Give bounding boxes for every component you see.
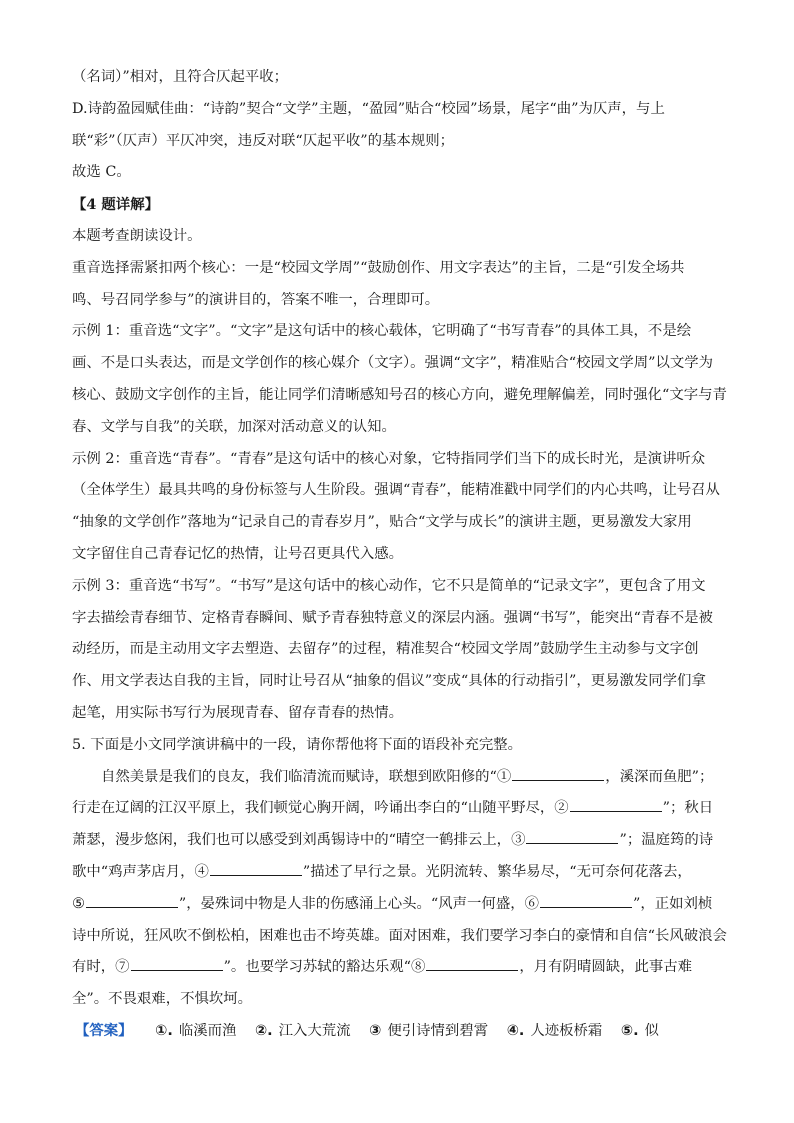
- blank-7[interactable]: [131, 956, 223, 971]
- blank-5[interactable]: [86, 893, 178, 908]
- text-line: 示例 3：重音选“书写”。“书写”是这句话中的核心动作，它不只是简单的“记录文字”，更包含了用文: [72, 577, 706, 594]
- text-line: D.诗韵盈园赋佳曲：“诗韵”契合“文学”主题，“盈园”贴合“校园”场景，尾字“曲”为仄声，与上: [72, 100, 665, 117]
- fill-line-6: 诗中所说，狂风吹不倒松柏，困难也击不垮英雄。面对困难，我们要学习李白的豪情和自信“长风破浪会: [72, 927, 727, 944]
- text-line: 本题考查朗读设计。: [72, 227, 202, 244]
- blank-1[interactable]: [512, 766, 604, 781]
- section-heading: 【4 题详解】: [72, 196, 159, 214]
- text-line: 动经历，而是主动用文字去塑造、去留存”的过程，精准契合“校园文学周”鼓励学生主动参与文字创: [72, 641, 699, 658]
- fill-text: 萧瑟，漫步悠闲，我们也可以感受到刘禹锡诗中的“晴空一鹤排云上，③: [72, 832, 526, 849]
- answer-number: ①.: [155, 1022, 173, 1039]
- text-line: 鸣、号召同学参与”的演讲目的，答案不唯一，合理即可。: [72, 291, 440, 308]
- fill-text: ”。也要学习苏轼的豁达乐观“⑧: [223, 959, 426, 976]
- fill-text: ，月有阴晴圆缺，此事古难: [519, 959, 693, 976]
- blank-3[interactable]: [526, 829, 618, 844]
- answer-row: [72, 1016, 724, 1048]
- document-page: [72, 62, 727, 1048]
- text-line: 画、不是口头表达，而是文学创作的核心媒介（文字）。强调“文字”，精准贴合“校园文学周”以文学为: [72, 355, 714, 372]
- text-line: 示例 1：重音选“文字”。“文字”是这句话中的核心载体，它明确了“书写青春”的具体工具，不是绘: [72, 323, 692, 340]
- answer-item: [369, 1016, 488, 1048]
- text-line: 文字留住自己青春记忆的热情，让号召更具代入感。: [72, 545, 403, 562]
- fill-text: ”；温庭筠的诗: [619, 832, 714, 849]
- question-5-prompt: 5. 下面是小文同学演讲稿中的一段，请你帮他将下面的语段补充完整。: [72, 736, 523, 753]
- text-line: 作、用文学表达自我的主旨，同时让号召从“抽象的倡议”变成“具体的行动指引”，更易激发同学们拿: [72, 673, 706, 690]
- text-line: 故选 C。: [72, 164, 131, 181]
- text-line: “抽象的文学创作”落地为“记录自己的青春岁月”，贴合“文学与成长”的演讲主题，更易激发大家用: [72, 514, 692, 531]
- fill-text: ”描述了早行之景。光阴流转、繁华易尽，“无可奈何花落去，: [302, 863, 692, 880]
- fill-line-1: [72, 762, 724, 794]
- answer-text: 人迹板桥霜: [530, 1022, 603, 1039]
- text-line: 重音选择需紧扣两个核心：一是“校园文学周”“鼓励创作、用文字表达”的主旨，二是“引发全场共: [72, 259, 685, 276]
- text-line: 示例 2：重音选“青春”。“青春”是这句话中的核心对象，它特指同学们当下的成长时光，是演讲听众: [72, 450, 706, 467]
- blank-6[interactable]: [540, 893, 632, 908]
- answer-number: ④.: [506, 1022, 525, 1039]
- fill-line-5: [72, 889, 724, 921]
- fill-text: ”，晏殊词中物是人非的伤感涌上心头。“风声一何盛，⑥: [178, 895, 539, 912]
- blank-8[interactable]: [426, 956, 518, 971]
- answer-text: 似: [644, 1022, 659, 1039]
- fill-line-3: [72, 825, 724, 857]
- fill-text: ⑤: [72, 895, 85, 912]
- fill-text: ”；秋日: [662, 800, 714, 817]
- text-line: （名词）”相对，且符合仄起平收；: [72, 69, 289, 85]
- fill-text: 有时，⑦: [72, 959, 130, 976]
- answer-item: [621, 1016, 659, 1048]
- answer-number: ⑤.: [620, 1022, 639, 1039]
- answer-number: ③: [369, 1022, 382, 1039]
- fill-text: 自然美景是我们的良友，我们临清流而赋诗，联想到欧阳修的“①: [101, 768, 512, 785]
- answer-item: [255, 1016, 351, 1048]
- answer-item: [507, 1016, 603, 1048]
- fill-line-8: 全”。不畏艰难，不惧坎坷。: [72, 991, 253, 1008]
- answer-text: 便引诗情到碧霄: [387, 1022, 489, 1039]
- blank-2[interactable]: [570, 797, 662, 812]
- text-line: 字去描绘青春细节、定格青春瞬间、赋予青春独特意义的深层内涵。强调“书写”，能突出“青春不是被: [72, 609, 713, 626]
- answer-text: 临溪而渔: [178, 1022, 237, 1039]
- fill-text: 行走在辽阔的江汉平原上，我们顿觉心胸开阔，吟诵出李白的“山随平野尽，②: [72, 800, 569, 817]
- answer-text: 江入大荒流: [278, 1022, 351, 1039]
- fill-text: 歌中“鸡声茅店月，④: [72, 863, 209, 880]
- text-line: 春、文学与自我”的关联，加深对活动意义的认知。: [72, 418, 396, 435]
- fill-line-4: [72, 857, 724, 889]
- text-line: （全体学生）最具共鸣的身份标签与人生阶段。强调“青春”，能精准戳中同学们的内心共鸣，让号召从: [72, 482, 720, 499]
- text-line: 联“彩”（仄声）平仄冲突，违反对联“仄起平收”的基本规则；: [72, 132, 454, 149]
- fill-line-2: [72, 793, 724, 825]
- text-line: 起笔，用实际书写行为展现青春、留存青春的热情。: [72, 704, 403, 721]
- fill-text: ，溪深而鱼肥”；: [605, 768, 714, 785]
- fill-line-7: [72, 952, 724, 984]
- answer-number: ②.: [254, 1022, 273, 1039]
- answer-tag: 【答案】: [75, 1022, 133, 1039]
- fill-text: ”，正如刘桢: [633, 895, 713, 912]
- blank-4[interactable]: [210, 861, 302, 876]
- answer-item: [155, 1016, 236, 1048]
- text-line: 核心、鼓励文字创作的主旨，能让同学们清晰感知号召的核心方向，避免理解偏差，同时强化“文字与青: [72, 386, 727, 403]
